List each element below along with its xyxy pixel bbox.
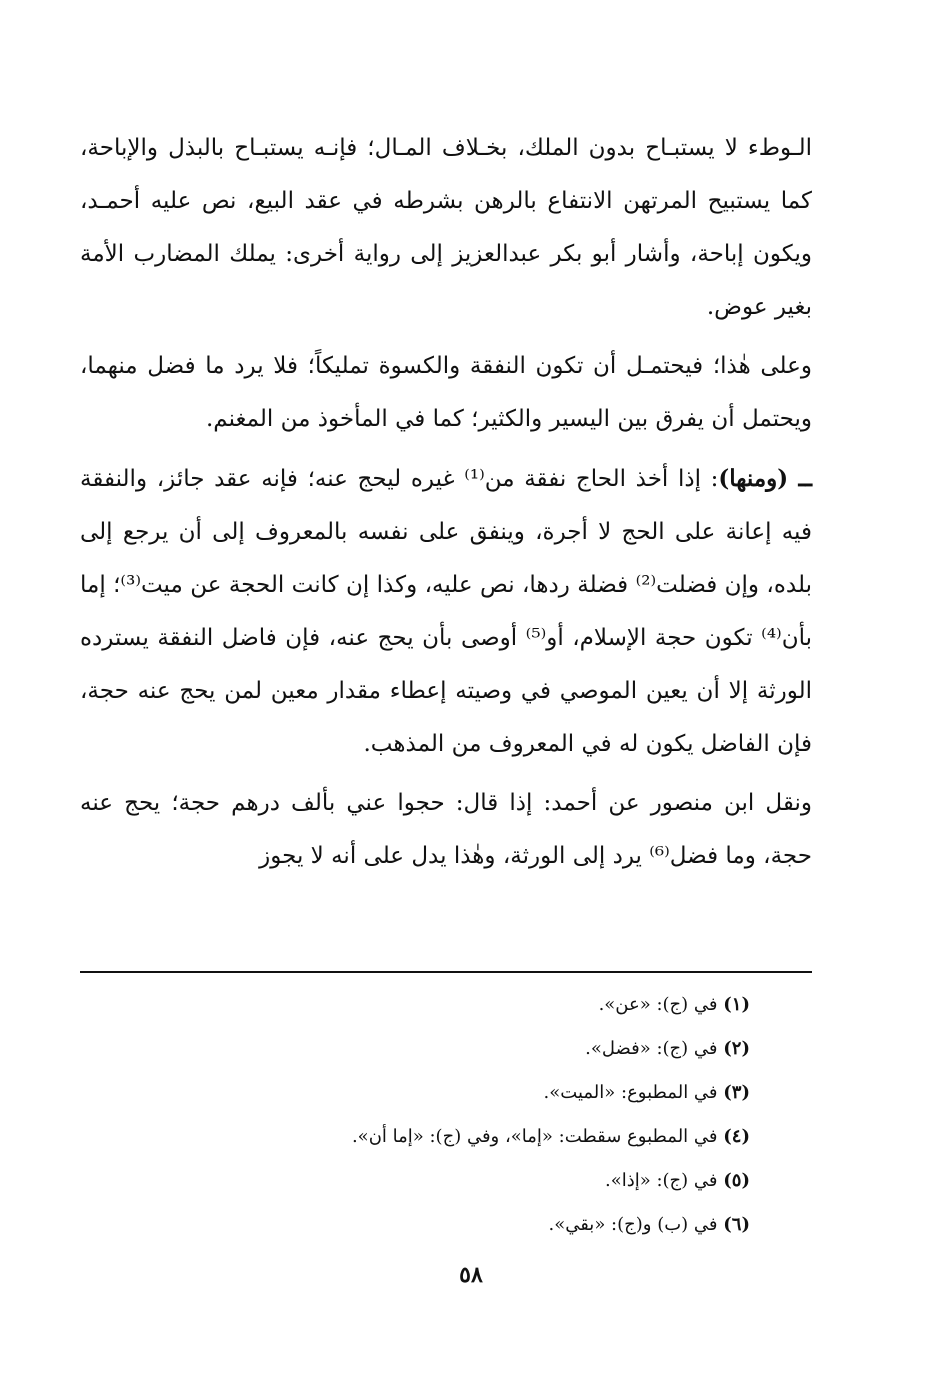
paragraph-3-lead: ــ (ومنها) — [718, 465, 812, 492]
footnote-3-text: في المطبوع: «الميت». — [543, 1082, 718, 1103]
footnote-5-mark: (٥) — [723, 1170, 750, 1191]
footnote-1-text: في (ج): «عن». — [598, 994, 718, 1015]
footnote-3-mark: (٣) — [723, 1082, 750, 1103]
footnote-5 — [190, 1159, 750, 1203]
paragraph-2-text: وعلى هٰذا؛ فيحتمـل أن تكون النفقة والكسوة تمليكاً؛ فلا يرد ما فضل منهما، ويحتمل أن يفرق بين اليسير والكثير؛ كما في المأخوذ من المغنم. — [80, 353, 812, 432]
footnote-4 — [190, 1115, 750, 1159]
footnote-1 — [190, 983, 750, 1027]
paragraph-2 — [80, 340, 812, 446]
footnote-3 — [190, 1071, 750, 1115]
paragraph-1-text: الـوطء لا يستبـاح بدون الملك، بخـلاف المـال؛ فإنـه يستبـاح بالبذل والإباحة، كما يستبيح المرتهن الانتفاع بالرهن بشرطه في عقد البيع، نص عليه أحمـد، ويكون إباحة، وأشار أبو بكر عبدالعزيز إلى رواية أخرى: يملك المضارب الأمة بغير عوض. — [80, 135, 812, 320]
page-number: ٥٨ — [459, 1262, 483, 1288]
footnote-4-text: في المطبوع سقطت: «إما»، وفي (ج): «إما أن». — [351, 1126, 718, 1147]
main-text — [80, 122, 812, 889]
footnote-separator — [80, 971, 812, 973]
footnote-2 — [190, 1027, 750, 1071]
paragraph-1 — [80, 122, 812, 334]
footnotes — [190, 983, 750, 1247]
footnote-4-mark: (٤) — [723, 1126, 750, 1147]
footnote-6-text: في (ب) و(ج): «بقي». — [548, 1214, 718, 1235]
paragraph-3 — [80, 452, 812, 771]
footnote-5-text: في (ج): «إذا». — [604, 1170, 718, 1191]
footnote-1-mark: (١) — [723, 994, 750, 1015]
paragraph-4 — [80, 777, 812, 883]
footnote-6-mark: (٦) — [723, 1214, 750, 1235]
footnote-6 — [190, 1203, 750, 1247]
footnote-2-text: في (ج): «فضل». — [585, 1038, 718, 1059]
footnote-2-mark: (٢) — [723, 1038, 750, 1059]
paragraph-3-text: : إذا أخذ الحاج نفقة من⁽¹⁾ غيره ليحج عنه؛ فإنه عقد جائز، والنفقة فيه إعانة على الحج لا أجرة، وينفق على نفسه بالمعروف إلى أن يرجع إلى بلده، وإن فضلت⁽²⁾ فضلة ردها، نص عليه، وكذا إن كانت الحجة عن ميت⁽³⁾؛ إما بأن⁽⁴⁾ تكون حجة الإسلام، أو⁽⁵⁾ أوصى بأن يحج عنه، فإن فاضل النفقة يسترده الورثة إلا أن يعين الموصي في وصيته إعطاء مقدار معين لمن يحج عنه حجة، فإن الفاضل يكون له في المعروف من المذهب. — [80, 466, 812, 757]
paragraph-4-text: ونقل ابن منصور عن أحمد: إذا قال: حجوا عني بألف درهم حجة؛ يحج عنه حجة، وما فضل⁽⁶⁾ يرد إلى الورثة، وهٰذا يدل على أنه لا يجوز — [80, 790, 812, 869]
